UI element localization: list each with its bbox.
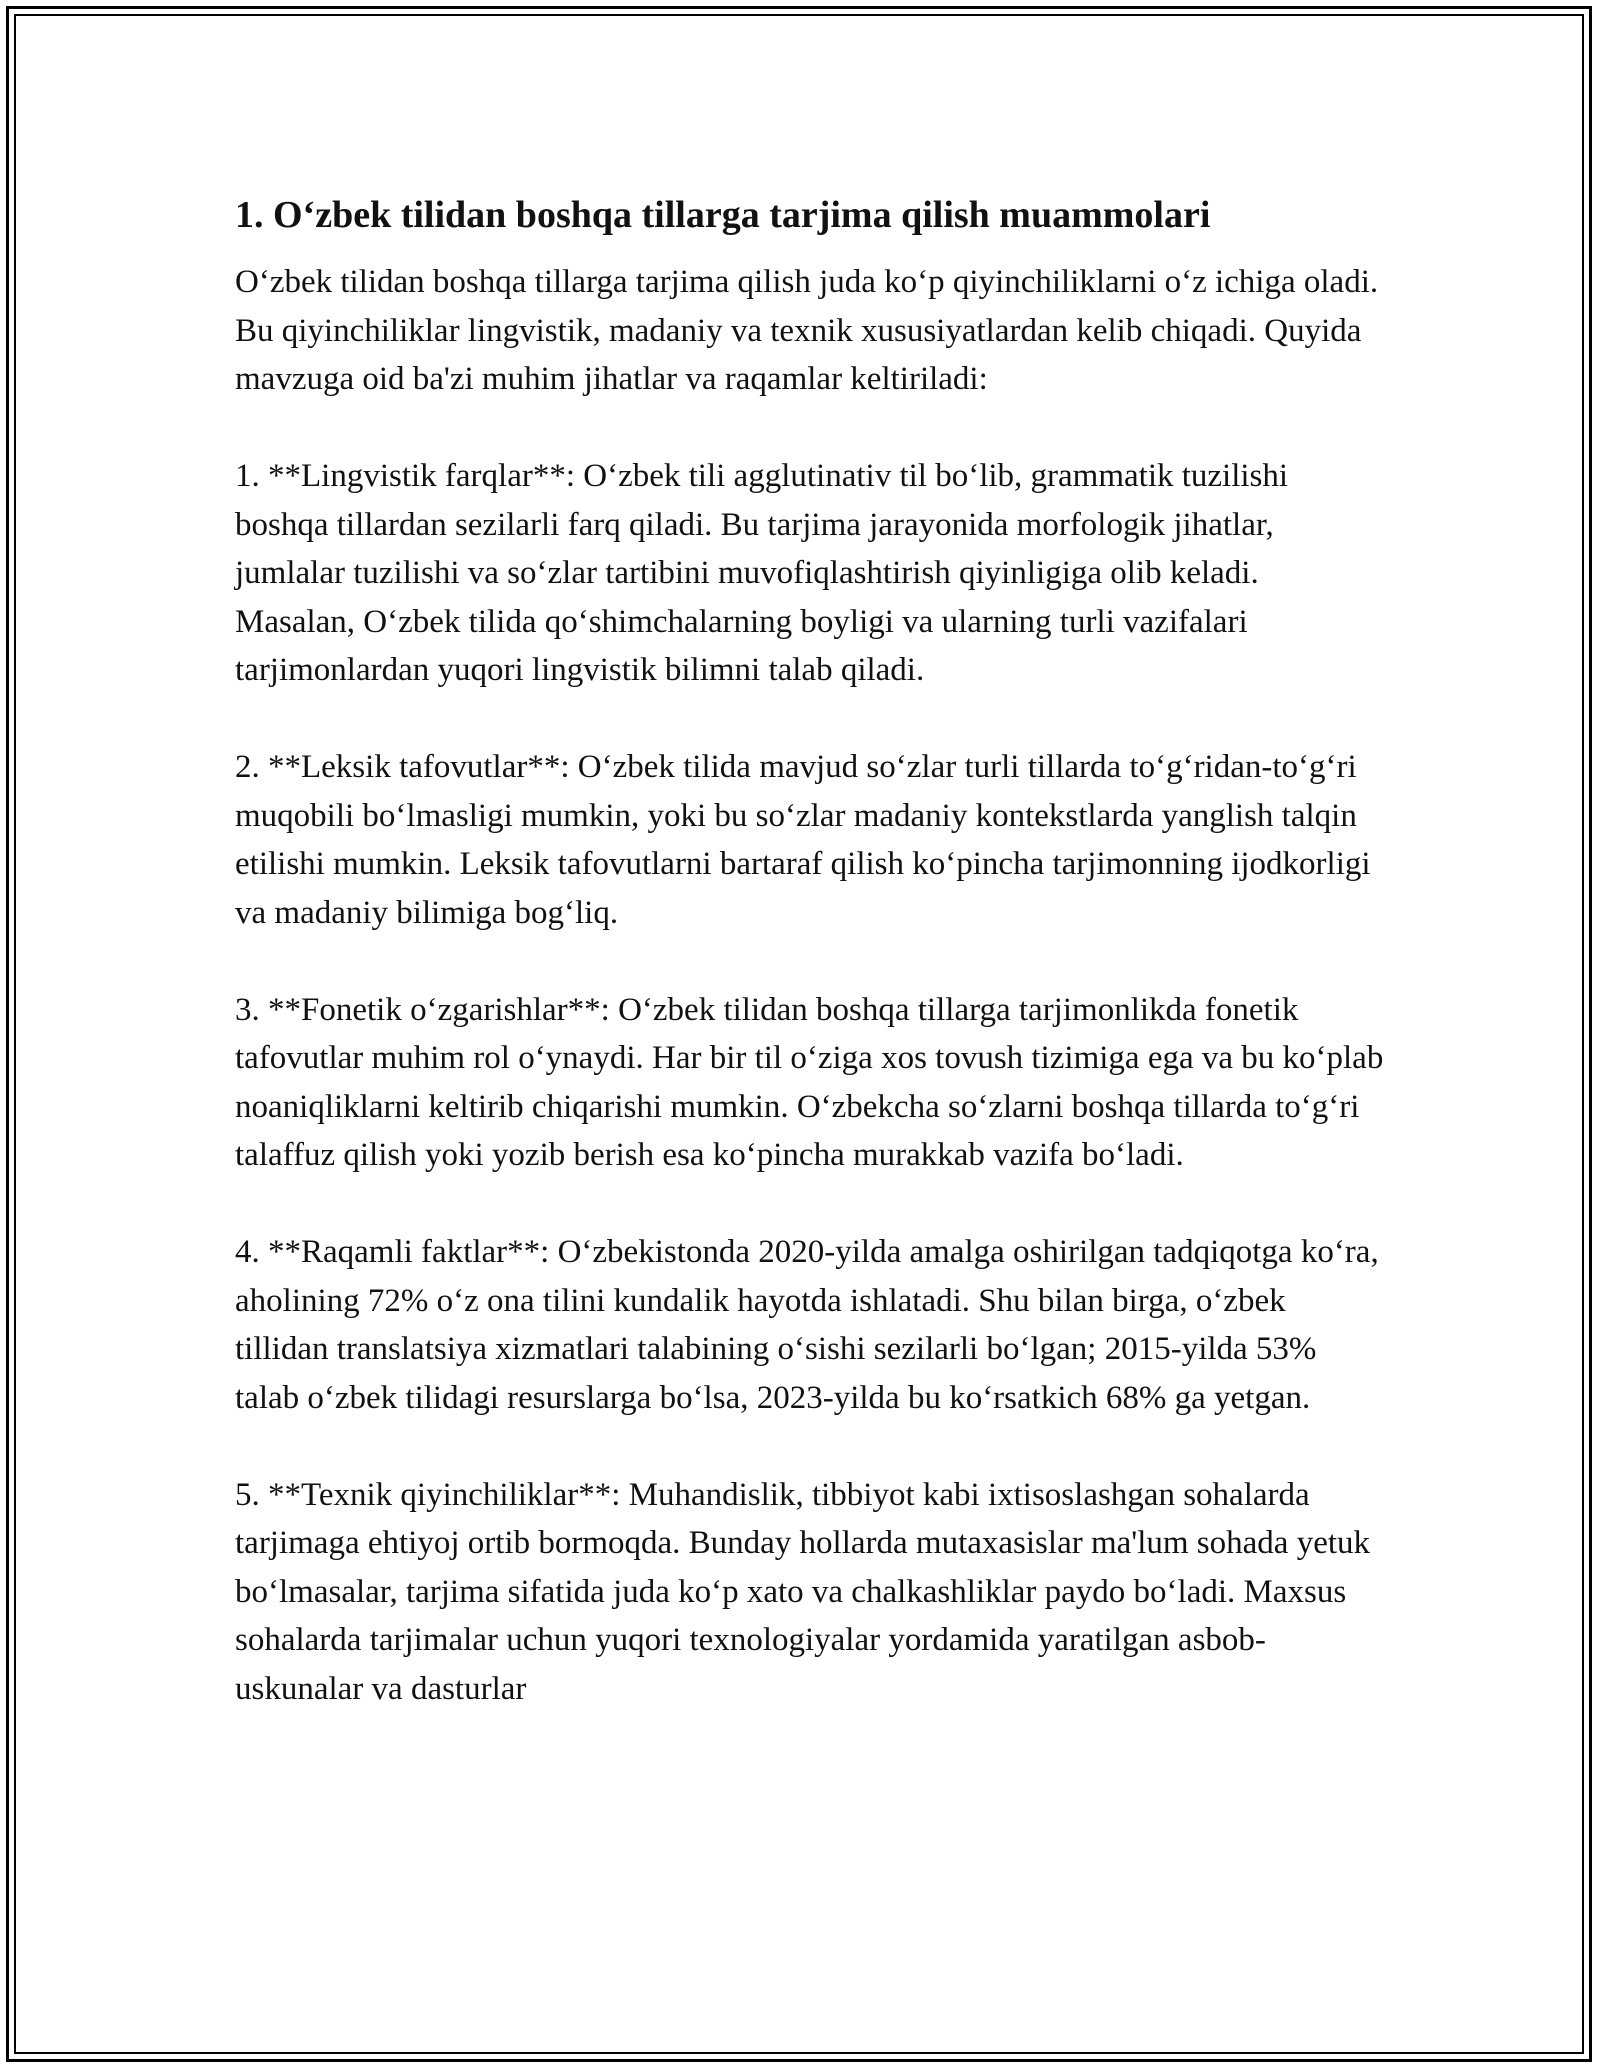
paragraph-texnik-qiyinchiliklar: 5. **Texnik qiyinchiliklar**: Muhandislik, tibbiyot kabi ixtisoslashgan sohalarda tarjimaga ehtiyoj ortib bormoqda. Bunday hollarda mutaxasislar ma'lum sohada yetuk boʻlmasalar, tarjima sifatida juda koʻp xato va chalkashliklar paydo boʻladi. Maxsus sohalarda tarjimalar uchun yuqori texnologiyalar yordamida yaratilgan asbob-uskunalar va dasturlar: [235, 1476, 1371, 1707]
paragraph-raqamli-faktlar: 4. **Raqamli faktlar**: Oʻzbekistonda 2020-yilda amalga oshirilgan tadqiqotga koʻra, aholining 72% oʻz ona tilini kundalik hayotda ishlatadi. Shu bilan birga, oʻzbek tillidan translatsiya xizmatlari talabining oʻsishi sezilarli boʻlgan; 2015-yilda 53% talab oʻzbek tilidagi resurslarga boʻlsa, 2023-yilda bu koʻrsatkich 68% ga yetgan.: [235, 1234, 1379, 1416]
document-title: 1. Oʻzbek tilidan boshqa tillarga tarjima qilish muammolari: [235, 194, 1211, 236]
paragraph-fonetik-ozgarishlar: 3. **Fonetik oʻzgarishlar**: Oʻzbek tilidan boshqa tillarga tarjimonlikda fonetik tafovutlar muhim rol oʻynaydi. Har bir til oʻziga xos tovush tizimiga ega va bu koʻplab noaniqliklarni keltirib chiqarishi mumkin. Oʻzbekcha soʻzlarni boshqa tillarda toʻgʻri talaffuz qilish yoki yozib berish esa koʻpincha murakkab vazifa boʻladi.: [235, 991, 1384, 1173]
document-body: [235, 188, 1385, 1762]
paragraph-leksik-tafovutlar: 2. **Leksik tafovutlar**: Oʻzbek tilida mavjud soʻzlar turli tillarda toʻgʻridan-toʻgʻri muqobili boʻlmasligi mumkin, yoki bu soʻzlar madaniy kontekstlarda yanglish talqin etilishi mumkin. Leksik tafovutlarni bartaraf qilish koʻpincha tarjimonning ijodkorligi va madaniy bilimiga bogʻliq.: [235, 749, 1371, 931]
intro-paragraph: Oʻzbek tilidan boshqa tillarga tarjima qilish juda koʻp qiyinchiliklarni oʻz ichiga oladi. Bu qiyinchiliklar lingvistik, madaniy va texnik xususiyatlardan kelib chiqadi. Quyida mavzuga oid ba'zi muhim jihatlar va raqamlar keltiriladi:: [235, 264, 1379, 397]
paragraph-lingvistik-farqlar: 1. **Lingvistik farqlar**: Oʻzbek tili agglutinativ til boʻlib, grammatik tuzilishi boshqa tillardan sezilarli farq qiladi. Bu tarjima jarayonida morfologik jihatlar, jumlalar tuzilishi va soʻzlar tartibini muvofiqlashtirish qiyinligiga olib keladi. Masalan, Oʻzbek tilida qoʻshimchalarning boyligi va ularning turli vazifalari tarjimonlardan yuqori lingvistik bilimni talab qiladi.: [235, 458, 1289, 688]
